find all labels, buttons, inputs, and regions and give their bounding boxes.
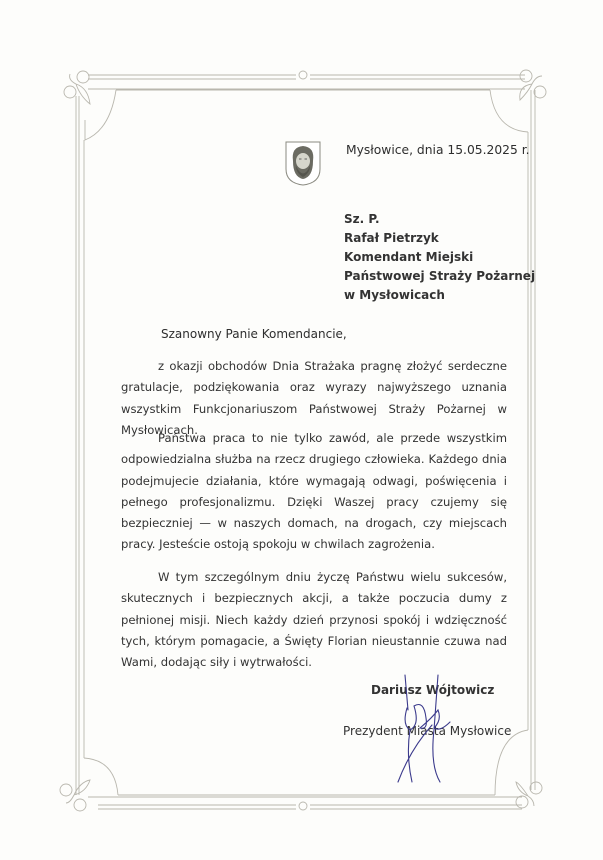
- corner-flourish-top-left: [64, 71, 90, 104]
- paragraph-text: W tym szczególnym dniu życzę Państwu wielu sukcesów, skutecznych i bezpiecznych akcji, a także poczucia dumy z pełnionej misji. Niech każdy dzień przynosi spokój i wdzięczność tych, którym pomagacie, a Święty Florian nieustannie czuwa nad Wami, dodając siły i wytrwałości.: [121, 570, 507, 670]
- signer-title: Prezydent Miasta Mysłowice: [343, 724, 512, 738]
- recipient-line: Komendant Miejski: [344, 250, 474, 264]
- letter-paragraph: [121, 428, 507, 556]
- handwritten-signature: [380, 670, 470, 785]
- recipient-line: Sz. P.: [344, 212, 380, 226]
- signer-name: Dariusz Wójtowicz: [371, 683, 495, 697]
- corner-flourish-top-right: [520, 70, 546, 100]
- salutation: Szanowny Panie Komendancie,: [161, 327, 347, 341]
- city-crest-icon: [283, 139, 323, 187]
- recipient-line: w Mysłowicach: [344, 288, 445, 302]
- corner-flourish-bottom-right: [516, 782, 542, 808]
- paragraph-text: z okazji obchodów Dnia Strażaka pragnę złożyć serdeczne gratulacje, podziękowania oraz wyrazy najwyższego uznania wszystkim Funkcjonariuszom Państwowej Straży Pożarnej w Mysłowicach.: [121, 359, 507, 437]
- corner-flourish-bottom-left: [60, 780, 90, 811]
- paragraph-text: Państwa praca to nie tylko zawód, ale przede wszystkim odpowiedzialna służba na rzecz drugiego człowieka. Każdego dnia podejmujecie działania, które wymagają odwagi, poświęcenia i pełnego profesjonalizmu. Dzięki Waszej pracy czujemy się bezpieczniej — w naszych domach, na drogach, czy miejscach pracy. Jesteście ostoją spokoju w chwilach zagrożenia.: [121, 431, 507, 552]
- bottom-center-ornament: [299, 802, 307, 810]
- letter-paragraph: [121, 567, 507, 673]
- top-center-ornament: [299, 71, 307, 79]
- recipient-line: Państwowej Straży Pożarnej: [344, 269, 536, 283]
- place-and-date: Mysłowice, dnia 15.05.2025 r.: [346, 143, 530, 157]
- recipient-name: Rafał Pietrzyk: [344, 231, 439, 245]
